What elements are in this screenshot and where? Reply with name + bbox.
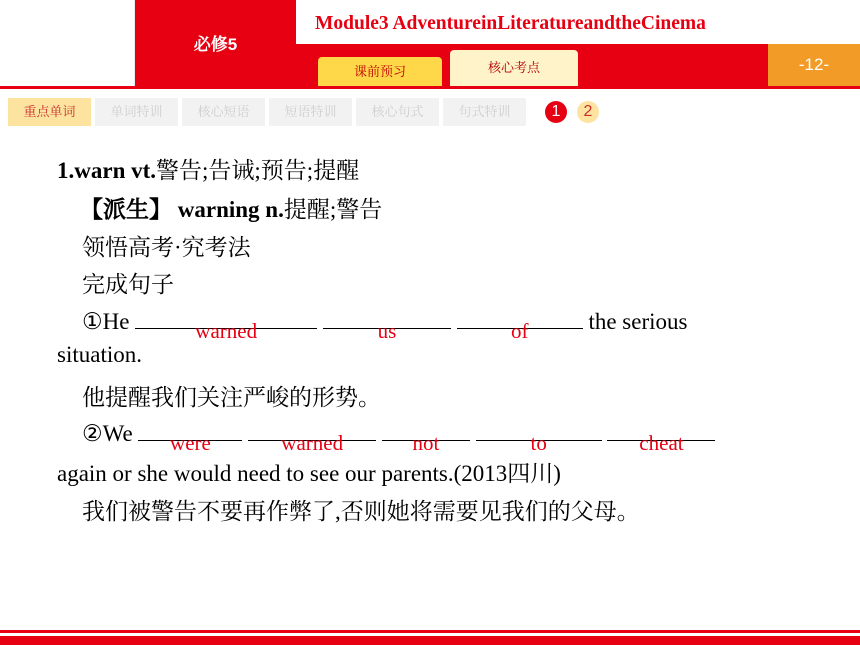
- header-divider: [0, 86, 860, 89]
- q2-answer-5: cheat: [639, 431, 684, 455]
- footer-line-thin: [0, 630, 860, 633]
- question-1: [82, 306, 688, 343]
- q2-answer-3: not: [412, 431, 440, 455]
- derivation-line: [80, 191, 382, 224]
- q1-answer-1: warned: [195, 319, 258, 343]
- module-title: Module3 AdventureinLiteratureandtheCinema: [315, 13, 706, 34]
- tab-preview[interactable]: 课前预习: [318, 57, 442, 86]
- book-label-block: [135, 0, 296, 86]
- page-button-2[interactable]: 2: [577, 101, 599, 123]
- q1-blank-3[interactable]: [457, 306, 583, 343]
- headword: 1.warn vt.: [57, 158, 157, 183]
- subtab-phrase-practice[interactable]: 短语特训: [269, 98, 352, 126]
- q2-blank-4[interactable]: [476, 418, 602, 455]
- q2-start: ②We: [82, 421, 133, 446]
- q2-blank-5[interactable]: [607, 418, 715, 455]
- derivation-label: 【派生】: [80, 197, 172, 222]
- q2-blank-2[interactable]: [248, 418, 376, 455]
- q1-translation: 他提醒我们关注严峻的形势。: [82, 385, 381, 410]
- task-heading: 完成句子: [82, 272, 174, 297]
- tab-core-points[interactable]: 核心考点: [450, 50, 578, 86]
- q2-translation: 我们被警告不要再作弊了,否则她将需要见我们的父母。: [82, 499, 640, 524]
- q1-answer-2: us: [377, 319, 397, 343]
- q1-start: ①He: [82, 309, 130, 334]
- q2-answer-4: to: [530, 431, 547, 455]
- q1-blank-1[interactable]: [135, 306, 317, 343]
- subtab-core-sentences[interactable]: 核心句式: [356, 98, 439, 126]
- page-button-1[interactable]: 1: [545, 101, 567, 123]
- q1-line-2: situation.: [57, 342, 142, 367]
- derivation-meaning: 提醒;警告: [283, 197, 383, 222]
- q2-answer-1: were: [170, 431, 211, 455]
- q2-answer-2: warned: [281, 431, 344, 455]
- q1-end: the serious: [588, 309, 688, 334]
- method-heading: 领悟高考·究考法: [82, 235, 251, 260]
- q1-answer-3: of: [510, 319, 529, 343]
- headword-meaning: 警告;告诫;预告;提醒: [156, 158, 360, 183]
- page-number-box: [768, 44, 860, 86]
- subtab-word-practice[interactable]: 单词特训: [95, 98, 178, 126]
- book-label: 必修5: [193, 35, 238, 54]
- page-number: -12-: [798, 55, 830, 74]
- headword-line: [57, 152, 359, 185]
- q2-blank-1[interactable]: [138, 418, 242, 455]
- subtab-key-words[interactable]: 重点单词: [8, 98, 91, 126]
- q2-line-2: again or she would need to see our parents.(2013四川): [57, 461, 561, 486]
- q2-blank-3[interactable]: [382, 418, 470, 455]
- question-2: [82, 418, 715, 455]
- subtab-core-phrases[interactable]: 核心短语: [182, 98, 265, 126]
- footer-line-thick: [0, 636, 860, 645]
- derivation-word: warning n.: [177, 197, 284, 222]
- header-blank-area: [0, 0, 135, 88]
- subtab-sentence-practice[interactable]: 句式特训: [443, 98, 526, 126]
- q1-blank-2[interactable]: [323, 306, 451, 343]
